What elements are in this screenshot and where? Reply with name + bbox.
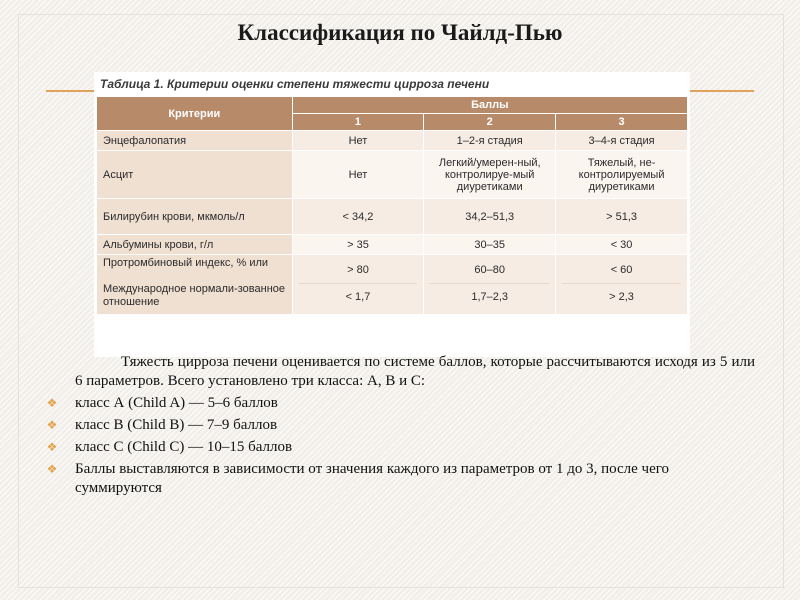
header-score-1: 1 — [292, 114, 424, 131]
table-row — [97, 235, 688, 255]
value-cell: Легкий/умерен-ный, контролируе-мый диуретиками — [424, 151, 556, 199]
list-item — [46, 416, 755, 435]
value-pair-cell — [424, 255, 556, 315]
list-item — [46, 438, 755, 457]
table-row — [97, 151, 688, 199]
value-cell: 60–80 — [474, 264, 505, 276]
header-score-3: 3 — [556, 114, 688, 131]
slide-title: Классификация по Чайлд-Пью — [237, 20, 563, 45]
header-points: Баллы — [292, 97, 687, 114]
diamond-bullet-icon: ❖ — [46, 418, 58, 432]
value-cell: 30–35 — [424, 235, 556, 255]
criterion-cell: Альбумины крови, г/л — [97, 235, 293, 255]
list-item-text: Баллы выставляются в зависимости от значения каждого из параметров от 1 до 3, после чего суммируются — [75, 461, 670, 496]
criterion-cell: Асцит — [97, 151, 293, 199]
value-cell: > 51,3 — [556, 199, 688, 235]
diamond-bullet-icon: ❖ — [46, 396, 58, 410]
value-cell: < 1,7 — [299, 283, 418, 310]
criterion-cell: Международное нормали-зованное отношение — [103, 283, 286, 308]
criterion-cell: Протромбиновый индекс, % или — [103, 257, 269, 269]
table-row — [97, 131, 688, 151]
value-cell: > 80 — [347, 264, 369, 276]
value-cell: < 60 — [610, 264, 633, 276]
list-item-text: класс А (Child A) — 5–6 баллов — [75, 395, 278, 411]
criterion-cell: Энцефалопатия — [97, 131, 293, 151]
diamond-bullet-icon: ❖ — [46, 462, 58, 476]
list-item-text: класс С (Child C) — 10–15 баллов — [75, 439, 293, 455]
value-cell: > 2,3 — [562, 283, 681, 310]
value-pair-cell — [556, 255, 688, 315]
table-row — [97, 255, 688, 315]
header-criteria: Критерии — [97, 97, 293, 131]
list-item — [46, 460, 755, 498]
table-caption: Таблица 1. Критерии оценки степени тяжести цирроза печени — [100, 77, 490, 91]
value-cell: 1,7–2,3 — [430, 283, 549, 310]
criterion-cell: Билирубин крови, мкмоль/л — [97, 199, 293, 235]
diamond-bullet-icon: ❖ — [46, 440, 58, 454]
value-cell: Нет — [292, 151, 424, 199]
value-cell: < 34,2 — [292, 199, 424, 235]
value-cell: 1–2-я стадия — [424, 131, 556, 151]
value-cell: 3–4-я стадия — [556, 131, 688, 151]
value-cell: Тяжелый, не-контролируемый диуретиками — [556, 151, 688, 199]
criteria-table — [96, 96, 688, 315]
header-score-2: 2 — [424, 114, 556, 131]
value-cell: > 35 — [292, 235, 424, 255]
list-item-text: класс В (Child B) — 7–9 баллов — [75, 417, 278, 433]
list-item — [46, 394, 755, 413]
value-pair-cell — [292, 255, 424, 315]
body-text — [46, 353, 755, 498]
table-header-row — [97, 97, 688, 114]
criterion-pair-cell — [97, 255, 293, 315]
bullet-list — [46, 394, 755, 498]
value-cell: < 30 — [556, 235, 688, 255]
table-row — [97, 199, 688, 235]
value-cell: Нет — [292, 131, 424, 151]
intro-paragraph: Тяжесть цирроза печени оценивается по системе баллов, которые рассчитываются исходя из 5 или 6 параметров. Всего установлено три класса: А, В и С: — [75, 354, 755, 389]
criteria-table-image — [94, 72, 690, 357]
value-cell: 34,2–51,3 — [424, 199, 556, 235]
